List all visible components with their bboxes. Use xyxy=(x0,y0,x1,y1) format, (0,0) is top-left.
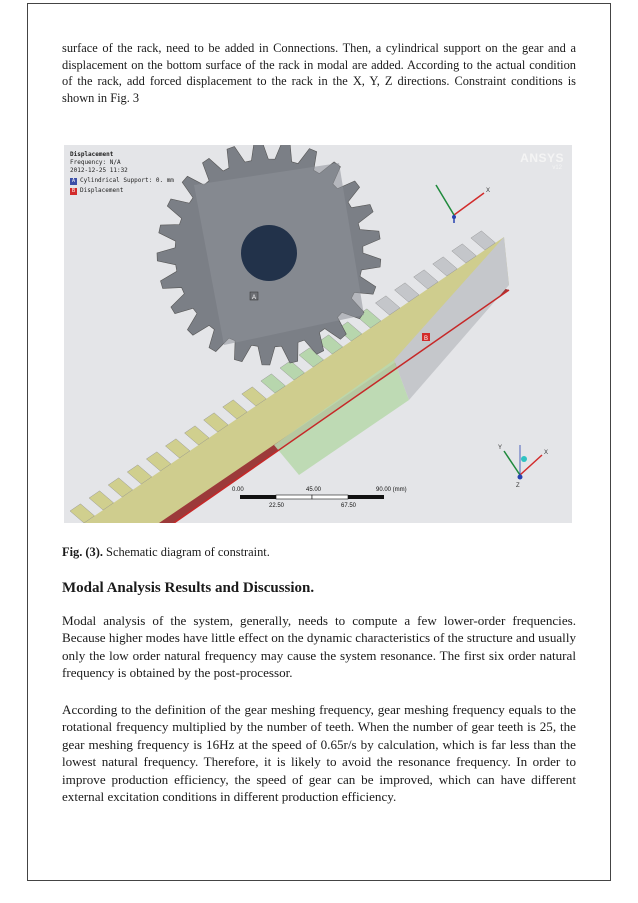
marker-a-label: A xyxy=(252,295,257,301)
axis-x-label-top: X xyxy=(486,188,491,194)
scale-bar xyxy=(240,495,384,499)
scale-label-45: 45.00 xyxy=(306,487,322,493)
bottom-axis-triad xyxy=(504,445,542,480)
axis-z-label-bottom: Z xyxy=(516,483,520,489)
constraint-diagram xyxy=(64,145,572,523)
section-heading: Modal Analysis Results and Discussion. xyxy=(62,580,315,596)
scale-label-67: 67.50 xyxy=(341,503,357,509)
caption-label: Fig. (3). xyxy=(62,545,103,559)
ansys-figure xyxy=(64,145,572,523)
modal-paragraph-1: Modal analysis of the system, generally, needs to compute a few lower-order frequencies. Because higher modes have little effect on the dynamic characteristics of the structure and usually only the low order natural frequency may cause the system resonance. The first six order natural frequency is obtained by the post-processor. xyxy=(62,613,576,681)
legend-swatch-b: B xyxy=(71,187,75,194)
top-axis-triad xyxy=(436,185,484,223)
figure-legend xyxy=(70,151,174,195)
legend-title: Displacement xyxy=(70,151,114,158)
figure-caption xyxy=(62,545,270,560)
modal-paragraph-2: According to the definition of the gear meshing frequency, gear meshing frequency equals to the rotational frequency multiplied by the number of teeth. When the number of gear teeth is 25, the gear meshing frequency is 16Hz at the speed of 0.65r/s by calculation, which is far less than the lowest natural frequency. Therefore, it is likely to avoid the resonance frequency. In order to improve production efficiency, the speed of gear can be improved, which can have different external excitation conditions in different production efficiency. xyxy=(62,702,576,805)
ansys-logo: ANSYS xyxy=(520,151,564,165)
caption-text: Schematic diagram of constraint. xyxy=(102,545,270,559)
scale-label-0: 0.00 xyxy=(232,487,244,493)
legend-item-a xyxy=(70,177,174,185)
legend-swatch-a: A xyxy=(71,177,75,184)
intro-paragraph: surface of the rack, need to be added in Connections. Then, a cylindrical support on the gear and a displacement on the bottom surface of the rack in modal are added. According to the actual condition of the rack, add forced displacement to the rack in the X, Y, Z directions. Constraint conditions is shown in Fig. 3 xyxy=(62,41,576,105)
axis-x-label-bottom: X xyxy=(544,450,549,456)
axis-y-label-bottom: Y xyxy=(498,445,503,451)
scale-label-90: 90.00 (mm) xyxy=(376,487,407,493)
ansys-version: v12 xyxy=(552,165,562,171)
legend-label-b: Displacement xyxy=(80,187,124,194)
gear-hole xyxy=(241,225,297,281)
scale-label-22: 22.50 xyxy=(269,503,285,509)
legend-item-b xyxy=(70,187,174,195)
marker-b-label: B xyxy=(424,336,429,342)
legend-frequency: Frequency: N/A xyxy=(70,159,121,166)
legend-date: 2012-12-25 11:32 xyxy=(70,167,128,174)
legend-label-a: Cylindrical Support: 0. mm xyxy=(80,177,174,184)
